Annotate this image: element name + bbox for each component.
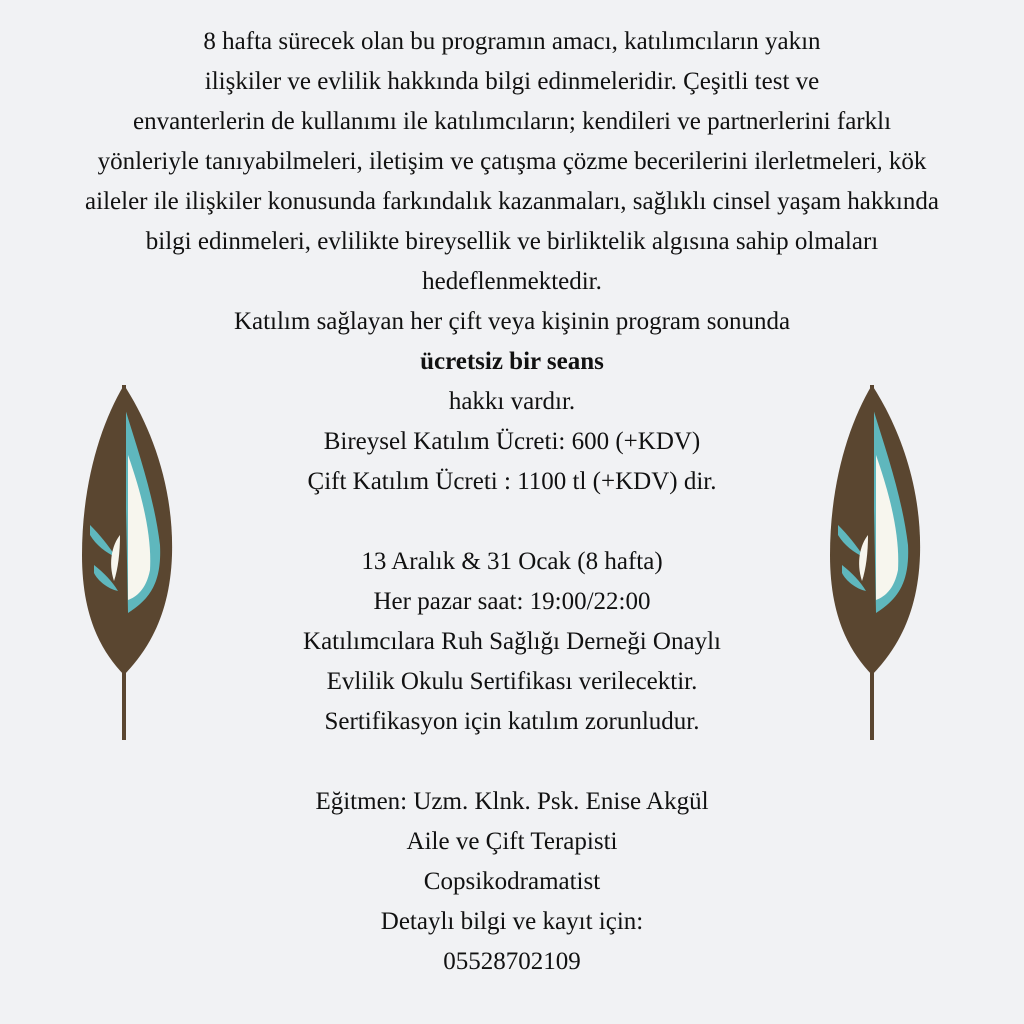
- offer-line-2: hakkı vardır.: [448, 388, 576, 415]
- offer-line: Katılım sağlayan her çift veya kişinin program sonunda: [233, 308, 791, 335]
- intro-line-2: ilişkiler ve evlilik hakkında bilgi edinmeleridir. Çeşitli test ve: [204, 68, 820, 95]
- feather-right-icon: [828, 385, 928, 740]
- intro-line-3: envanterlerin de kullanımı ile katılımcıların; kendileri ve partnerlerini farklı: [132, 108, 892, 135]
- feather-left-icon: [80, 385, 180, 740]
- individual-fee: Bireysel Katılım Ücreti: 600 (+KDV): [323, 428, 701, 455]
- certificate-line-2: Evlilik Okulu Sertifikası verilecektir.: [326, 668, 698, 695]
- schedule-time: Her pazar saat: 19:00/22:00: [373, 588, 651, 615]
- instructor-name: Eğitmen: Uzm. Klnk. Psk. Enise Akgül: [315, 788, 709, 815]
- intro-line-7: hedeflenmektedir.: [422, 268, 602, 295]
- contact-phone: 05528702109: [443, 948, 581, 975]
- certificate-line-1: Katılımcılara Ruh Sağlığı Derneği Onaylı: [303, 628, 721, 655]
- intro-line-4: yönleriyle tanıyabilmeleri, iletişim ve çatışma çözme becerilerini ilerletmeleri, kök: [97, 148, 927, 175]
- couple-fee: Çift Katılım Ücreti : 1100 tl (+KDV) dir.: [307, 468, 717, 495]
- schedule-dates: 13 Aralık & 31 Ocak (8 hafta): [361, 548, 663, 575]
- intro-line-6: bilgi edinmeleri, evlilikte bireysellik ve birliktelik algısına sahip olmaları: [145, 228, 879, 255]
- spacer: [0, 742, 1024, 782]
- free-session-highlight: ücretsiz bir seans: [420, 348, 604, 375]
- intro-line-5: aileler ile ilişkiler konusunda farkındalık kazanmaları, sağlıklı cinsel yaşam hakkında: [85, 188, 939, 215]
- contact-label: Detaylı bilgi ve kayıt için:: [380, 908, 644, 935]
- instructor-title-2: Copsikodramatist: [423, 868, 601, 895]
- intro-line-1: 8 hafta sürecek olan bu programın amacı, katılımcıların yakın: [203, 28, 821, 55]
- instructor-title-1: Aile ve Çift Terapisti: [406, 828, 618, 855]
- certificate-line-3: Sertifikasyon için katılım zorunludur.: [324, 708, 700, 735]
